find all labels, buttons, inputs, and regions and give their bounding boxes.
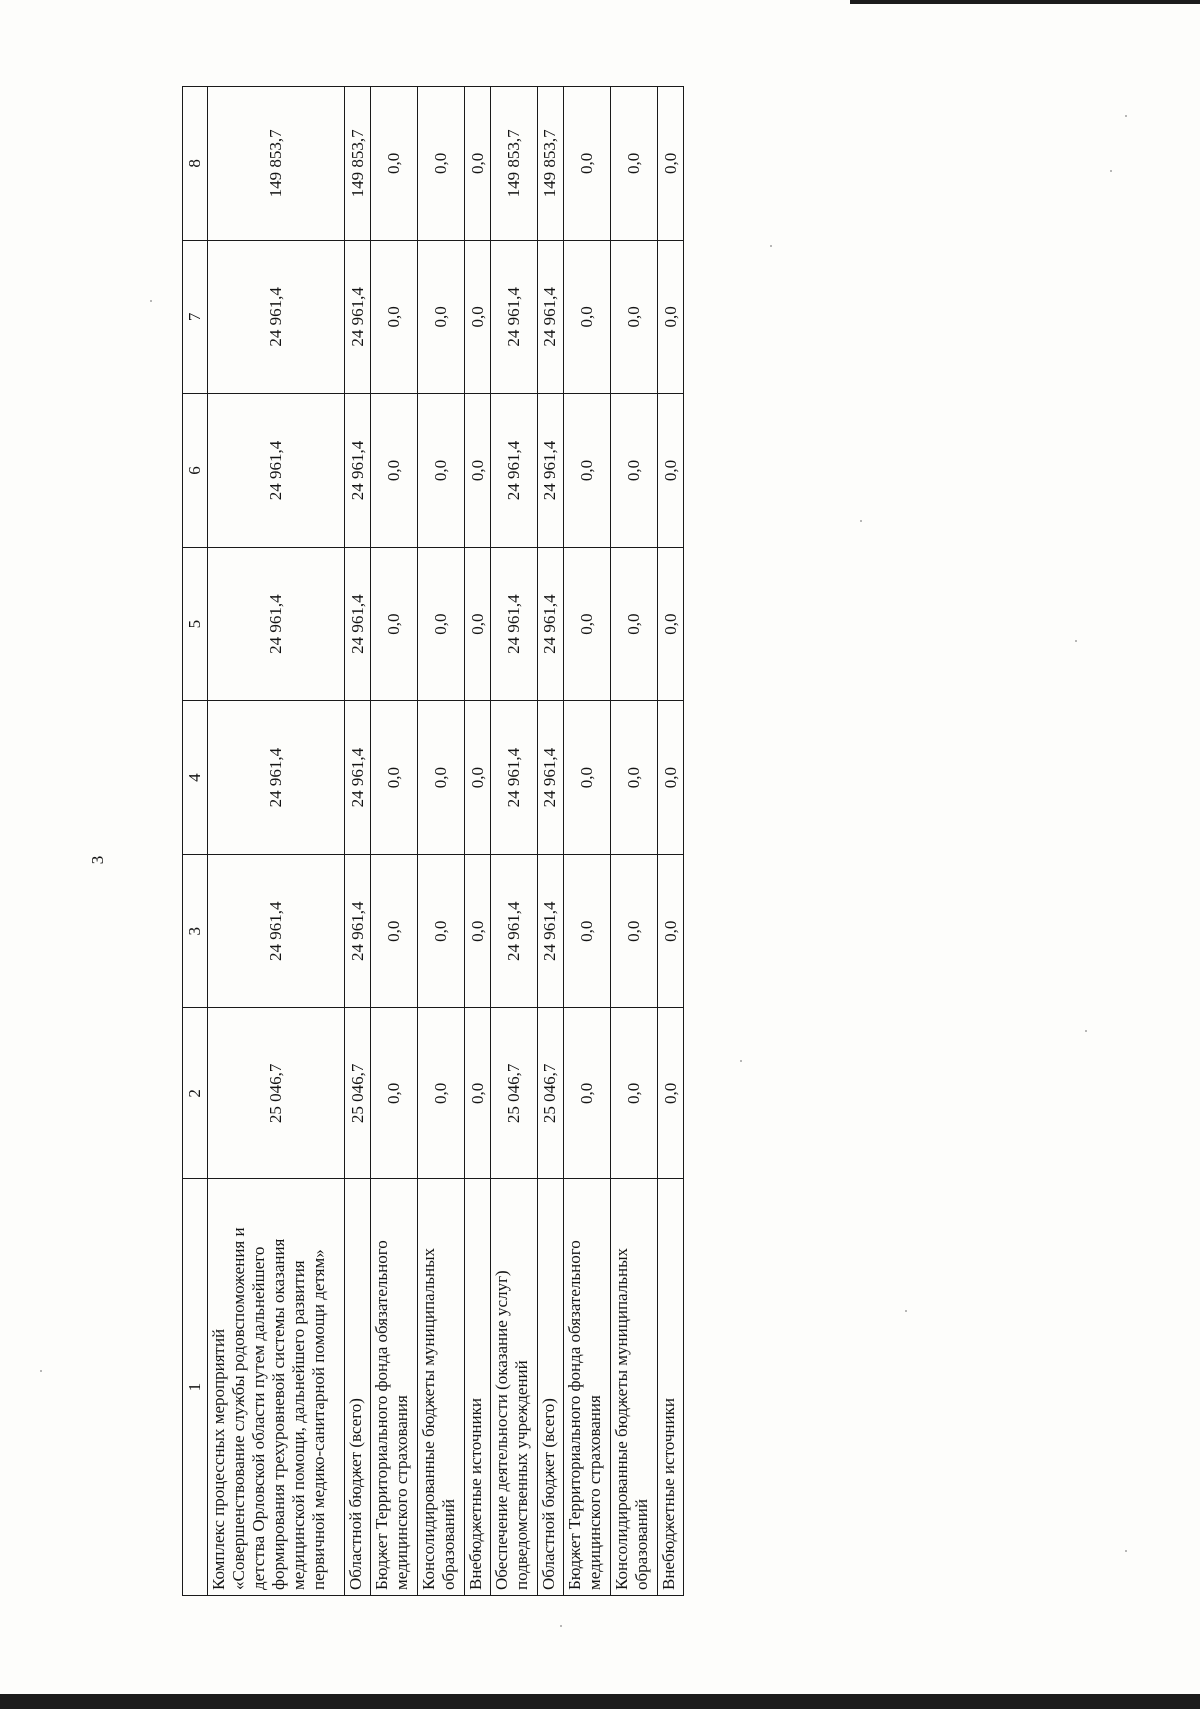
- header-cell: 3: [183, 854, 208, 1008]
- value-cell: 0,0: [658, 547, 684, 701]
- value-cell: 0,0: [563, 854, 610, 1008]
- page-number: 3: [88, 855, 107, 865]
- scan-edge-bottom: [0, 1694, 1200, 1709]
- value-cell: 24 961,4: [345, 854, 371, 1008]
- value-cell: 149 853,7: [345, 87, 371, 241]
- table-row: [465, 87, 491, 1596]
- table-row: [370, 87, 417, 1596]
- value-cell: 0,0: [465, 87, 491, 241]
- value-cell: 24 961,4: [345, 547, 371, 701]
- value-cell: 0,0: [563, 701, 610, 855]
- value-cell: 0,0: [563, 1008, 610, 1179]
- value-cell: 0,0: [611, 1008, 658, 1179]
- value-cell: 0,0: [563, 87, 610, 241]
- value-cell: 24 961,4: [207, 854, 345, 1008]
- value-cell: 24 961,4: [207, 547, 345, 701]
- value-cell: 24 961,4: [490, 394, 537, 548]
- table-row: [658, 87, 684, 1596]
- table-row: [418, 87, 465, 1596]
- table-row: [611, 87, 658, 1596]
- value-cell: 24 961,4: [538, 854, 564, 1008]
- value-cell: 0,0: [370, 854, 417, 1008]
- row-label: Областной бюджет (всего): [538, 1179, 564, 1596]
- header-cell: 1: [183, 1179, 208, 1596]
- value-cell: 0,0: [658, 701, 684, 855]
- value-cell: 25 046,7: [490, 1008, 537, 1179]
- value-cell: 0,0: [658, 240, 684, 394]
- value-cell: 0,0: [465, 394, 491, 548]
- value-cell: 0,0: [418, 854, 465, 1008]
- header-cell: 8: [183, 87, 208, 241]
- table-row: [563, 87, 610, 1596]
- table-row: [345, 87, 371, 1596]
- value-cell: 0,0: [611, 547, 658, 701]
- budget-table: [182, 86, 684, 1596]
- value-cell: 0,0: [563, 394, 610, 548]
- value-cell: 24 961,4: [345, 701, 371, 855]
- row-label: Комплекс процессных мероприятий «Совершенствование службы родовспоможения и детства Орловской области путем дальнейшего формирования трехуровневой системы оказания медицинской помощи, дальнейшего развития первичной медико-санитарной помощи детям»: [207, 1179, 345, 1596]
- value-cell: 0,0: [418, 394, 465, 548]
- value-cell: 0,0: [418, 240, 465, 394]
- value-cell: 24 961,4: [490, 701, 537, 855]
- budget-table-rotated: [182, 86, 684, 1596]
- scan-edge-top: [850, 0, 1200, 4]
- value-cell: 24 961,4: [207, 394, 345, 548]
- row-label: Консолидированные бюджеты муниципальных образований: [611, 1179, 658, 1596]
- value-cell: 0,0: [370, 547, 417, 701]
- scan-speck: [150, 300, 152, 302]
- value-cell: 0,0: [658, 87, 684, 241]
- value-cell: 0,0: [465, 854, 491, 1008]
- scan-speck: [860, 520, 862, 522]
- value-cell: 0,0: [658, 1008, 684, 1179]
- value-cell: 25 046,7: [207, 1008, 345, 1179]
- scan-speck: [770, 245, 772, 247]
- scan-speck: [905, 1310, 907, 1312]
- value-cell: 0,0: [465, 1008, 491, 1179]
- value-cell: 149 853,7: [538, 87, 564, 241]
- row-label: Бюджет Территориального фонда обязательного медицинского страхования: [370, 1179, 417, 1596]
- header-cell: 4: [183, 701, 208, 855]
- scan-speck: [560, 1625, 562, 1627]
- value-cell: 0,0: [611, 854, 658, 1008]
- value-cell: 24 961,4: [538, 701, 564, 855]
- value-cell: 0,0: [370, 1008, 417, 1179]
- value-cell: 0,0: [611, 87, 658, 241]
- value-cell: 0,0: [370, 87, 417, 241]
- table-header-row: [183, 87, 208, 1596]
- value-cell: 0,0: [611, 394, 658, 548]
- row-label: Внебюджетные источники: [465, 1179, 491, 1596]
- table-row: [207, 87, 345, 1596]
- value-cell: 24 961,4: [538, 394, 564, 548]
- scan-speck: [1085, 1030, 1087, 1032]
- header-cell: 6: [183, 394, 208, 548]
- value-cell: 0,0: [418, 547, 465, 701]
- value-cell: 24 961,4: [490, 547, 537, 701]
- row-label: Внебюджетные источники: [658, 1179, 684, 1596]
- value-cell: 0,0: [370, 701, 417, 855]
- header-cell: 5: [183, 547, 208, 701]
- value-cell: 0,0: [611, 701, 658, 855]
- row-label: Областной бюджет (всего): [345, 1179, 371, 1596]
- value-cell: 24 961,4: [538, 547, 564, 701]
- table-row: [490, 87, 537, 1596]
- value-cell: 25 046,7: [345, 1008, 371, 1179]
- scan-speck: [1125, 115, 1127, 117]
- value-cell: 0,0: [465, 701, 491, 855]
- header-cell: 7: [183, 240, 208, 394]
- scan-speck: [1110, 170, 1112, 172]
- value-cell: 0,0: [465, 547, 491, 701]
- table-row: [538, 87, 564, 1596]
- value-cell: 0,0: [563, 240, 610, 394]
- value-cell: 24 961,4: [207, 240, 345, 394]
- value-cell: 0,0: [370, 394, 417, 548]
- value-cell: 0,0: [418, 1008, 465, 1179]
- value-cell: 149 853,7: [490, 87, 537, 241]
- scan-speck: [1075, 640, 1077, 642]
- value-cell: 0,0: [658, 394, 684, 548]
- value-cell: 0,0: [370, 240, 417, 394]
- header-cell: 2: [183, 1008, 208, 1179]
- value-cell: 25 046,7: [538, 1008, 564, 1179]
- value-cell: 24 961,4: [490, 854, 537, 1008]
- value-cell: 24 961,4: [538, 240, 564, 394]
- value-cell: 0,0: [465, 240, 491, 394]
- scan-speck: [1125, 1550, 1127, 1552]
- value-cell: 24 961,4: [345, 394, 371, 548]
- scan-speck: [740, 1060, 742, 1062]
- value-cell: 24 961,4: [207, 701, 345, 855]
- value-cell: 149 853,7: [207, 87, 345, 241]
- row-label: Обеспечение деятельности (оказание услуг) подведомственных учреждений: [490, 1179, 537, 1596]
- value-cell: 24 961,4: [345, 240, 371, 394]
- row-label: Бюджет Территориального фонда обязательного медицинского страхования: [563, 1179, 610, 1596]
- value-cell: 0,0: [658, 854, 684, 1008]
- scan-speck: [40, 1370, 42, 1372]
- value-cell: 0,0: [563, 547, 610, 701]
- value-cell: 24 961,4: [490, 240, 537, 394]
- value-cell: 0,0: [611, 240, 658, 394]
- value-cell: 0,0: [418, 87, 465, 241]
- value-cell: 0,0: [418, 701, 465, 855]
- row-label: Консолидированные бюджеты муниципальных образований: [418, 1179, 465, 1596]
